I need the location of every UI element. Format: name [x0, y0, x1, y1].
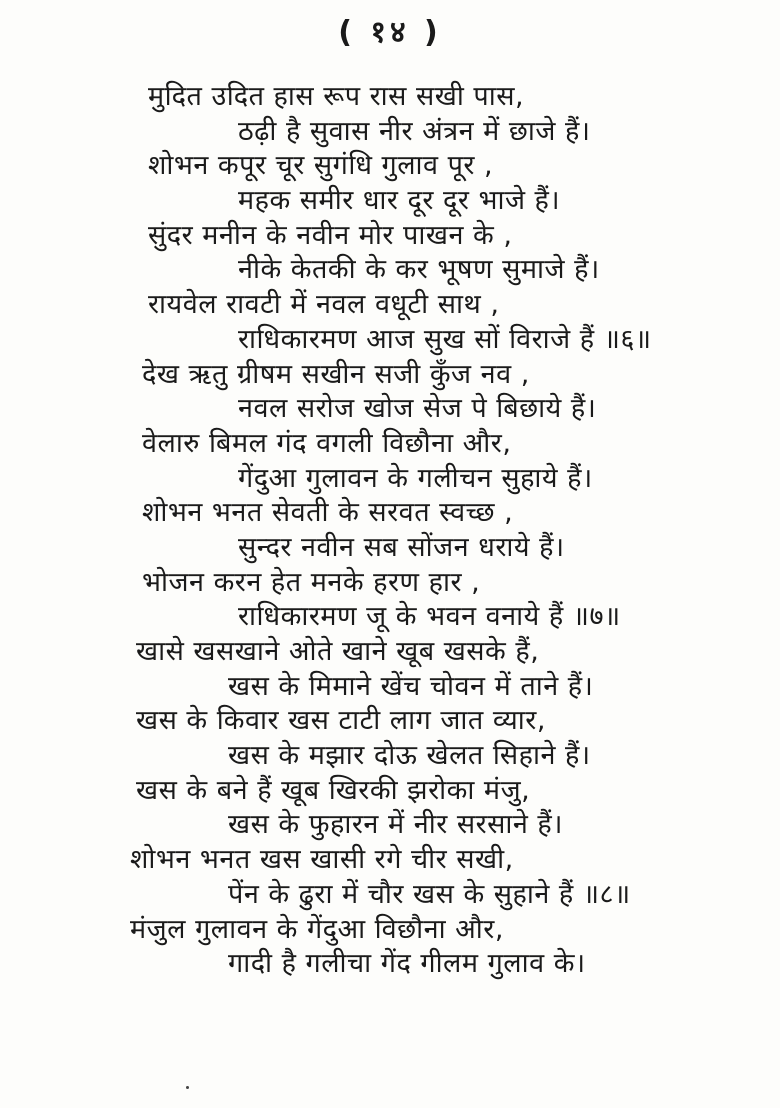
stanza-2-line-6: सुन्दर नवीन सब सोंजन धराये हैं।: [238, 531, 565, 563]
print-speck: [186, 1086, 189, 1089]
poem: [0, 80, 780, 982]
stanza-2-line-5: शोभन भनत सेवती के सरवत स्वच्छ ,: [142, 497, 514, 529]
stanza-2-line-7: भोजन करन हेत मनके हरण हार ,: [142, 566, 481, 598]
stanza-2-line-2: नवल सरोज खोज सेज पे बिछाये हैं।: [238, 393, 597, 425]
stanza-1-line-3: शोभन कपूर चूर सुगंधि गुलाव पूर ,: [148, 150, 494, 182]
stanza-1-line-7: रायवेल रावटी में नवल वधूटी साथ ,: [148, 289, 500, 321]
stanza-4-line-2: गादी है गलीचा गेंद गीलम गुलाव के।: [228, 948, 586, 980]
stanza-3-line-5: खस के बने हैं खूब खिरकी झरोका मंजु,: [136, 774, 531, 806]
stanza-3-line-3: खस के किवार खस टाटी लाग जात व्यार,: [136, 705, 546, 737]
stanza-2-line-3: वेलारु बिमल गंद वगली विछौना और,: [142, 427, 512, 459]
stanza-2-line-4: गेंदुआ गुलावन के गलीचन सुहाये हैं।: [238, 462, 593, 494]
stanza-3-line-6: खस के फुहारन में नीर सरसाने हैं।: [228, 809, 564, 841]
stanza-1-line-2: ठढ़ी है सुवास नीर अंत्रन में छाजे हैं।: [238, 115, 591, 147]
stanza-4-line-1: मंजुल गुलावन के गेंदुआ विछौना और,: [130, 913, 504, 945]
stanza-1-line-5: सुंदर मनीन के नवीन मोर पाखन के ,: [148, 219, 513, 251]
stanza-3-line-7: शोभन भनत खस खासी रगे चीर सखी,: [130, 844, 514, 876]
stanza-3-line-1: खासे खसखाने ओते खाने खूब खसके हैं,: [136, 636, 540, 667]
stanza-2-line-8: राधिकारमण जू के भवन वनाये हैं ॥७॥: [238, 601, 621, 633]
stanza-1-line-1: मुदित उदित हास रूप रास सखी पास,: [148, 81, 525, 112]
stanza-1-line-4: महक समीर धार दूर दूर भाजे हैं।: [238, 185, 561, 217]
stanza-3-line-2: खस के मिमाने खेंच चोवन में ताने हैं।: [228, 670, 594, 702]
stanza-3-line-4: खस के मझार दोऊ खेलत सिहाने हैं।: [228, 740, 591, 772]
page-number: ( १४ ): [338, 15, 442, 50]
stanza-2-line-1: देख ऋतु ग्रीषम सखीन सजी कुँज नव ,: [142, 358, 530, 390]
stanza-3-line-8: पेंन के ढुरा में चौर खस के सुहाने हैं ॥८॥: [228, 878, 631, 910]
stanza-1-line-8: राधिकारमण आज सुख सों विराजे हैं ॥६॥: [238, 323, 652, 355]
stanza-1-line-6: नीके केतकी के कर भूषण सुमाजे हैं।: [238, 254, 600, 286]
